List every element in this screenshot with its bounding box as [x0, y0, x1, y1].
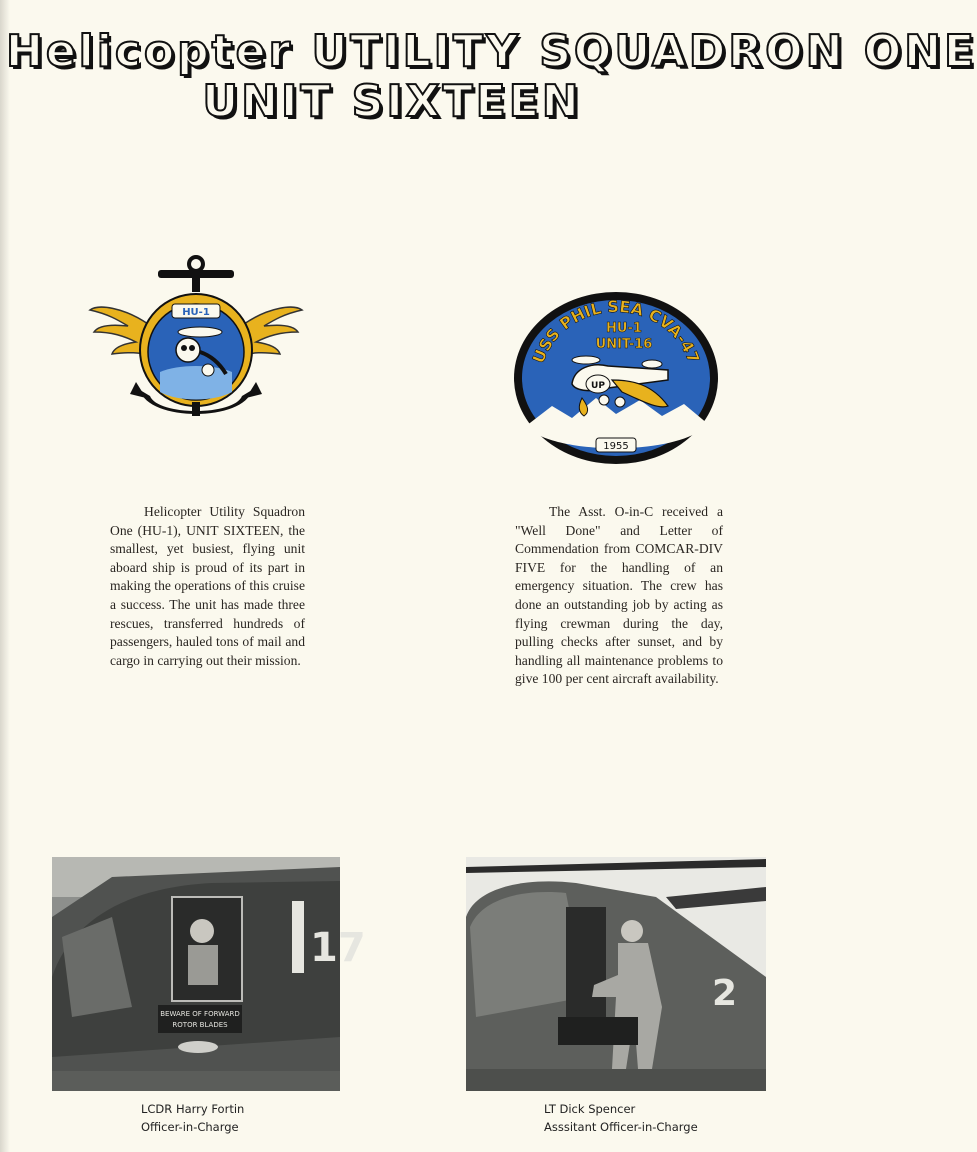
page-title-line-1: Helicopter UTILITY SQUADRON ONE: [6, 26, 977, 77]
photo-officer-in-charge: [52, 857, 366, 1091]
patch-helicopter-marking: UP: [591, 381, 605, 391]
left-article-text: [110, 503, 305, 670]
photo-right-caption-name: LT Dick Spencer: [544, 1102, 636, 1116]
unit16-patch-icon: [512, 288, 720, 464]
photo-left-caption-role: Officer-in-Charge: [141, 1120, 239, 1134]
left-paragraph: Helicopter Utility Squadron One (HU-1), UNIT SIXTEEN, the smallest, yet busiest, flying unit aboard ship is proud of its part in making the operations of this cruise a success. The unit has made three rescues, transferred hundreds of passengers, hauled tons of mail and cargo in carrying out their mission.: [110, 504, 305, 668]
photo-assistant-officer-in-charge: [466, 857, 766, 1091]
right-article-text: [515, 503, 723, 689]
insignia-left-text: HU-1: [182, 307, 210, 318]
photo-left-sign-line-1: BEWARE OF FORWARD: [160, 1010, 240, 1018]
patch-year: 1955: [603, 441, 629, 452]
photo-left-caption: [141, 1100, 244, 1136]
right-paragraph: The Asst. O-in-C received a "Well Done" and Letter of Commendation from COMCAR-DIV FIVE for the handling of an emergency situation. The crew has done an outstanding job by acting as flying crewman during the day, pulling checks after sunset, and by handling all maintenance problems to give 100 per cent aircraft availability.: [515, 504, 723, 687]
photo-right-hull-number: 2: [712, 973, 738, 1014]
patch-line-3: UNIT-16: [595, 337, 653, 352]
photo-left-caption-name: LCDR Harry Fortin: [141, 1102, 245, 1116]
page-binding-edge: [0, 0, 10, 1152]
hu1-squadron-insignia-icon: [88, 252, 304, 432]
photo-right-caption: [544, 1100, 698, 1136]
photo-left-hull-number: 17: [310, 925, 366, 971]
page-title-line-2: UNIT SIXTEEN: [202, 76, 582, 127]
photo-left-sign-line-2: ROTOR BLADES: [172, 1021, 228, 1029]
patch-ring-text: USS PHIL SEA CVA-47: [528, 296, 704, 366]
photo-right-caption-role: Asssitant Officer-in-Charge: [544, 1120, 698, 1134]
patch-line-2: HU-1: [606, 321, 642, 336]
